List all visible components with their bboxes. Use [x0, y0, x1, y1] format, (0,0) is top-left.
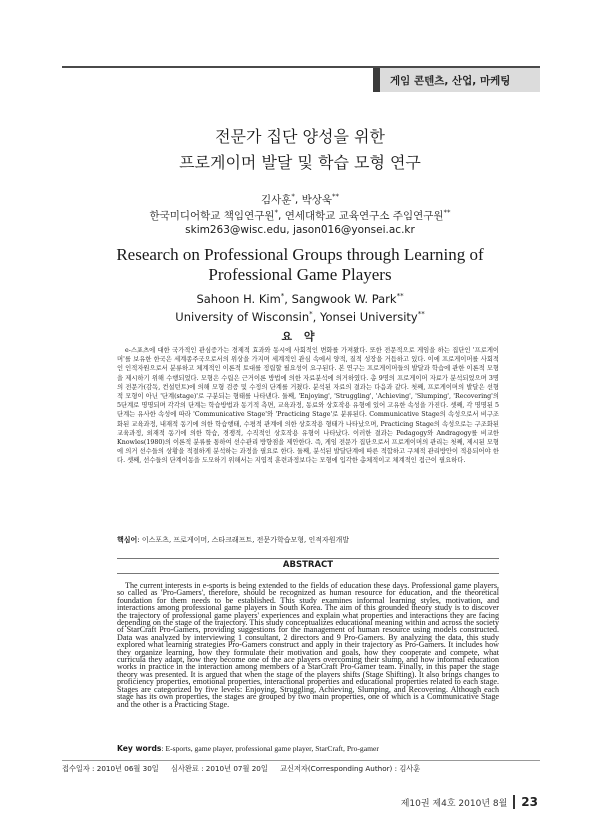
- keywords-english-label: Key words: [117, 744, 162, 753]
- section-category-tab: [373, 68, 540, 92]
- abstract-korean: [117, 346, 499, 522]
- footnote-divider: [62, 760, 540, 761]
- affiliation-2-en-mark: **: [417, 310, 425, 319]
- author-1-mark: *: [291, 192, 295, 201]
- journal-issue: 제10권 제4호 2010년 8월: [400, 798, 508, 809]
- abstract-english-heading: ABSTRACT: [282, 560, 334, 570]
- authors-english: [0, 292, 600, 306]
- affiliation-en-separator: ,: [312, 310, 320, 324]
- received-date: 접수일자 : 2010년 06월 30일: [62, 764, 159, 773]
- affiliation-1-english: University of Wisconsin: [175, 310, 310, 324]
- affiliations-korean: [0, 208, 600, 223]
- authors-korean: [0, 192, 600, 207]
- title-english-line-2: Professional Game Players: [208, 265, 392, 284]
- keywords-english-sep: :: [161, 744, 166, 753]
- affiliation-2-mark: **: [443, 208, 451, 217]
- keywords-korean-sep: :: [137, 536, 142, 544]
- keywords-korean-label: 핵심어: [117, 536, 138, 544]
- affiliation-1-en-mark: *: [309, 310, 313, 319]
- affiliation-2-english: Yonsei University: [319, 310, 418, 324]
- author-emails: skim263@wisc.edu, jason016@yonsei.ac.kr: [185, 224, 415, 236]
- category-tab-bar: [373, 68, 380, 92]
- abstract-divider-bottom: [117, 573, 499, 574]
- affiliations-english: [0, 310, 600, 324]
- section-category-label: 게임 콘텐츠, 산업, 마케팅: [390, 74, 511, 87]
- abstract-korean-heading: 요 약: [281, 330, 319, 343]
- page-number: 23: [521, 795, 538, 809]
- author-1-korean: 김사훈: [260, 194, 292, 206]
- affiliation-separator: ,: [278, 210, 285, 222]
- keywords-korean-text: 이스포츠, 프로게이머, 스타크래프트, 전문가학습모형, 인적자원개발: [141, 536, 350, 544]
- author-1-english: Sahoon H. Kim: [196, 292, 281, 306]
- page-footer: [401, 795, 538, 809]
- affiliation-2-korean: 연세대학교 교육연구소 주임연구원: [284, 210, 444, 222]
- corresponding-author: 교신저자(Corresponding Author) : 김사훈: [280, 764, 421, 773]
- abstract-korean-text: e-스포츠에 대한 국가적인 관심증가는 경제적 효과와 동시에 사회적인 변화를 가져왔다. 또한 전문적으로 게임을 하는 집단인 '프로게이머'를 보유한 한국은 세계종주국으로서의 위상을 가지며 세계적인 관심 속에서 양적, 질적 성장을 거듭하고 있다. 이에 프로게이머를 사회적인 인적자원으로서 분류하고 체계적인 이론적 토대를 정립할 필요성이 요구된다. 본 연구는 프로게이머들의 발달과 학습에 관한 이론적 모형을 제시하기 위해 수행되었다. 모형은 수립은 근거이론 방법에 의한 자료분석에 의거하였다. 총 9명의 프로게이머 자료가 분석되었으며 3명의 전문가(감독, 컨설턴트)에 의해 모형 검증 및 수정의 단계를 거쳤다. 분석된 자료의 결과는 다음과 같다. 첫째, 프로게이머의 발달은 선형적 모형이 아닌 '단계(stage)'로 구분되는 형태를 나타낸다. 둘째, 'Enjoying', 'Struggling', 'Achieving', 'Slumping', 'Recovering'의 5단계로 명명되며 각각의 단계는 학습방법과 동기적 측면, 교육과정, 동료와 상호작용 유형에 있어 고유한 속성을 가진다. 셋째, 각 명명된 5단계는 유사한 속성에 따라 'Communicative Stage'와 'Practicing Stage'로 분류된다. Communicative Stage의 속성으로서 비구조화된 교육과정, 내재적 동기에 의한 학습행태, 수평적 관계에 의한 상호작용 형태가 나타났으며, Practicing Stage의 속성으로는 구조화된 교육과정, 외재적 동기에 의한 학습, 경쟁적, 수직적인 상호작용 유형이 나타났다. 이러한 결과는 Pedagogy와 Andragogy를 비교한 Knowles(1980)의 이론적 분류를 통하여 선수관리 방향점을 제안한다. 즉, 게임 전문가 집단으로서 프로게이머의 관리는 첫째, 제시된 모형에 의거 선수들의 상황을 적절하게 분석하는 과정을 필요로 한다. 둘째, 분석된 발달단계에 따른 적합하고 구체적 관리방안이 적용되어야 한다. 셋째, 선수들의 단계이동을 도모하기 위해서는 지엽적 훈련과정보다는 모형에 입각한 총체적이고 체계적인 접근이 필요하다.: [117, 347, 499, 465]
- affiliation-1-korean: 한국미디어학교 책임연구원: [149, 210, 275, 222]
- author-2-mark: **: [332, 192, 340, 201]
- footnote: [62, 764, 430, 774]
- title-korean-line-1: 전문가 집단 양성을 위한: [215, 127, 385, 146]
- author-separator: ,: [294, 194, 302, 206]
- keywords-english: [117, 744, 499, 753]
- keywords-english-text: E-sports, game player, professional game player, StarCraft, Pro-gamer: [165, 744, 379, 753]
- affiliation-1-mark: *: [274, 208, 279, 217]
- review-date: 심사완료 : 2010년 07월 20일: [171, 764, 268, 773]
- author-2-korean: 박상욱: [301, 194, 333, 206]
- abstract-english-text: The current interests in e-sports is being extended to the fields of education these days. Professional game players, so called as 'Pro-Gamers', therefore, should be recognized as human resource for education, and the theoretical foundation for them needs to be established. This study examines informal learning styles, motivation, and interactions among professional game players in South Korea. The aim of this grounded theory study is to discover the trajectory of professional game players' experiences and explain what properties and interactions they are facing depending on the stage of the trajectory. This study conceptualizes educational meaning within and across the society of StarCraft Pro-Gamers, providing suggestions for the management of human resource using models constructed. Data was analyzed by interviewing 1 consultant, 2 directors and 9 Pro-Gamers. By analyzing the data, this study explored what learning strategies Pro-Gamers construct and apply in their trajectory as Pro-Gamers. It includes how they organize learning, how they formulate their motivation and goals, how they cooperate and compete, what curricula they adapt, how they become one of the ace players overcoming their slump, and how informal education works in practice in the interaction among members of a StarCraft Pro-Gamer team. Finally, in this paper the stage theory was presented. It is argued that when the stage of the players shifts (Stage Shifting). It also brings changes to proficiency properties, emotional properties, interactional properties and educational properties related to each stage. Stages are categorized by five levels: Enjoying, Struggling, Achieving, Slumping, and Recovering. Although each stage has its own properties, the stages are grouped by two main properties, one of which is a Communicative Stage and the other is a Practicing Stage.: [117, 582, 499, 709]
- footer-bar: [513, 795, 515, 809]
- author-1-en-mark: *: [280, 292, 285, 301]
- title-korean-line-2: 프로게이머 발달 및 학습 모형 연구: [179, 153, 421, 172]
- author-en-separator: ,: [284, 292, 292, 306]
- author-2-english: Sangwook W. Park: [291, 292, 397, 306]
- keywords-korean: [117, 535, 499, 545]
- abstract-divider-top: [117, 558, 499, 559]
- author-2-en-mark: **: [396, 292, 404, 301]
- title-english-line-1: Research on Professional Groups through Learning of: [116, 245, 484, 264]
